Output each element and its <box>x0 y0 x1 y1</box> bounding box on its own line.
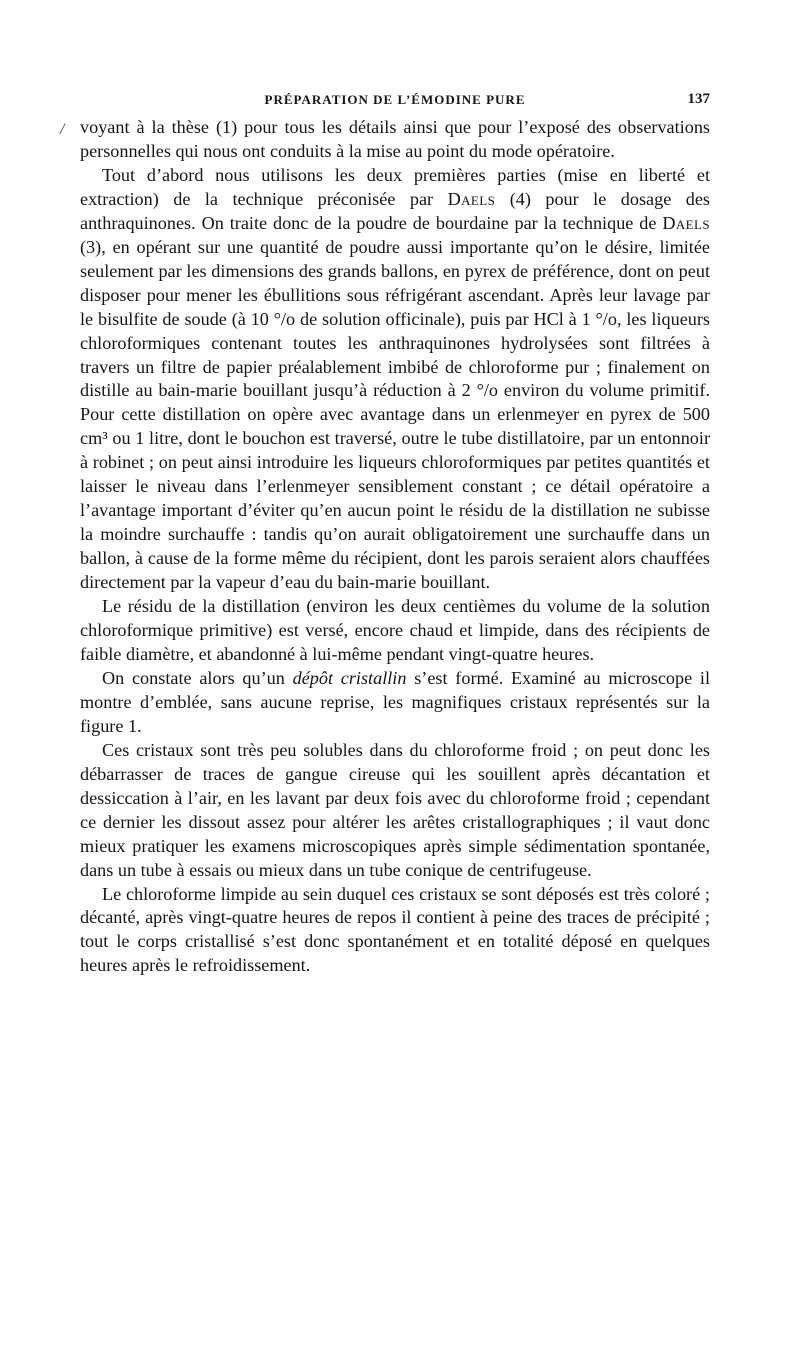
running-title: PRÉPARATION DE L’ÉMODINE PURE <box>264 92 526 107</box>
article-text <box>60 116 711 978</box>
paragraph-continuation <box>80 116 710 164</box>
paragraph-text-part: On constate alors qu’un <box>102 667 293 688</box>
paragraph-crystalline-deposit <box>80 667 710 739</box>
author-name: Daels <box>662 212 710 233</box>
paragraph-text: voyant à la thèse (1) pour tous les détails ainsi que pour l’exposé des observations personnelles qui nous ont conduits à la mise au point du mode opératoire. <box>80 117 710 161</box>
paragraph-text: Ces cristaux sont très peu solubles dans du chloroforme froid ; on peut donc les débarrasser de traces de gangue cireuse qui les souillent après décantation et dessiccation à l’air, en les lavant par deux fois avec du chloroforme froid ; cependant ce dernier les dissout assez pour altérer les arêtes cristallographiques ; il vaut donc mieux pratiquer les examens microscopiques après simple sédimentation spontanée, dans un tube à essais ou mieux dans un tube conique de centrifugeuse. <box>80 739 710 880</box>
paragraph-text-part: (4) pour le dosage des anthraquinones. On traite donc de la poudre de bourdaine par la technique de <box>80 188 710 233</box>
paragraph-technique <box>80 164 710 595</box>
emphasized-text: dépôt cristallin <box>292 667 407 688</box>
paragraph-text-part: (3), en opérant sur une quantité de poudre aussi importante qu’on le désire, limitée seulement par les dimensions des grands ballons, en pyrex de préférence, dont on peut disposer pour mener les ébullitions sous réfrigérant ascendant. Après leur lavage par le bisulfite de soude (à 10 °/o de solution officinale), puis par HCl à 1 °/o, les liqueurs chloroformiques contenant toutes les anthraquinones hydrolysées sont filtrées à travers un filtre de papier préalablement imbibé de chloroforme pur ; finalement on distille au bain-marie bouillant jusqu’à réduction à 2 °/o environ du volume primitif. Pour cette distillation on opère avec avantage dans un erlenmeyer en pyrex de 500 cm³ ou 1 litre, dont le bouchon est traversé, outre le tube distillatoire, par un entonnoir à robinet ; on peut ainsi introduire les liqueurs chloroformiques par petites quantités et laisser le niveau dans l’erlenmeyer sensiblement constant ; ce détail opératoire a l’avantage important d’éviter qu’en aucun point le résidu de la distillation ne subisse la moindre surchauffe : tandis qu’on aurait obligatoirement une surchauffe dans un ballon, à cause de la forme même du récipient, dont les parois seraient alors chauffées directement par la vapeur d’eau du bain-marie bouillant. <box>80 236 710 593</box>
paragraph-text-part: s’est formé. Examiné au microscope il montre d’emblée, sans aucune reprise, les magnifiques cristaux représentés sur la figure 1. <box>80 667 711 736</box>
paragraph-text: Le résidu de la distillation (environ les deux centièmes du volume de la solution chloroformique primitive) est versé, encore chaud et limpide, dans des récipients de faible diamètre, et abandonné à lui-même pendant vingt-quatre heures. <box>80 596 710 664</box>
paragraph-crystals <box>80 739 710 883</box>
author-name: Daels <box>447 188 496 209</box>
paragraph-chloroform <box>80 883 710 979</box>
paragraph-residue <box>80 595 710 667</box>
margin-mark: / <box>60 121 65 138</box>
paragraph-text-part: Tout d’abord nous utilisons les deux premières parties (mise en liberté et extraction) de la technique préconisée par <box>80 164 710 209</box>
paragraph-text: Le chloroforme limpide au sein duquel ces cristaux se sont déposés est très coloré ; décanté, après vingt-quatre heures de repos il contient à peine des traces de précipité ; tout le corps cristallisé s’est donc spontanément et en totalité déposé en quelques heures après le refroidissement. <box>80 883 710 976</box>
page-number: 137 <box>687 91 710 107</box>
book-page <box>60 86 711 978</box>
running-header <box>80 86 710 114</box>
